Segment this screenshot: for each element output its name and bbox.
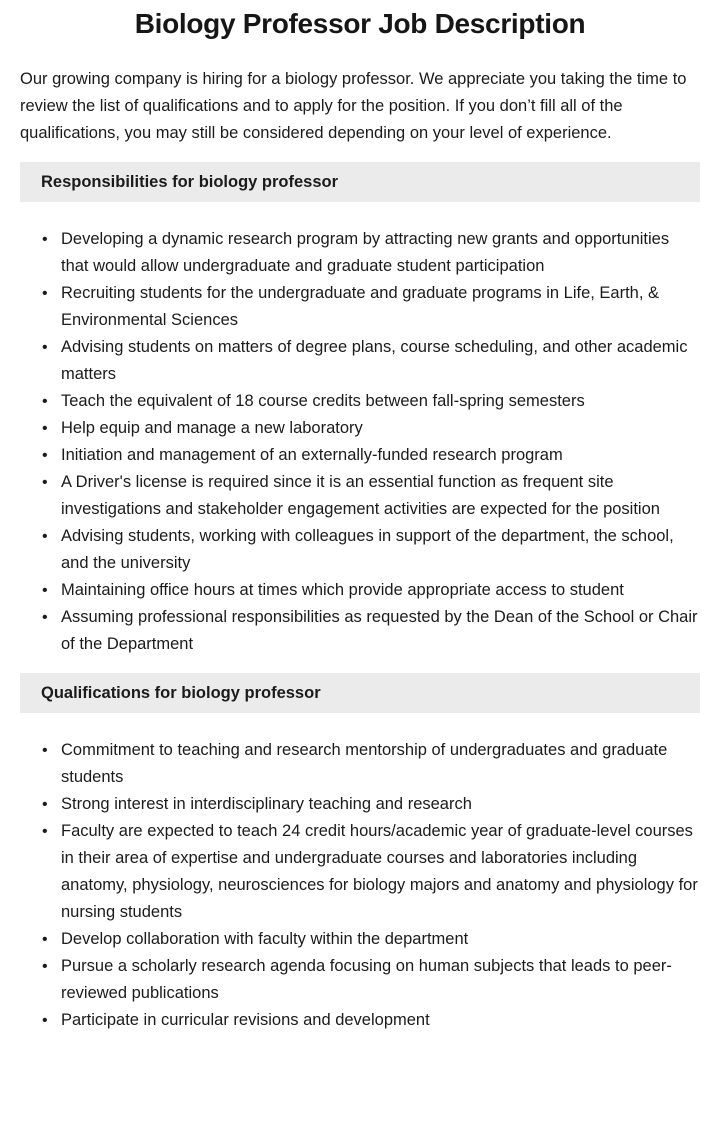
list-item: • Assuming professional responsibilities as requested by the Dean of the School or Chair of the Department [20, 604, 700, 658]
sections [20, 162, 700, 1034]
section [20, 162, 700, 658]
list-item: • Pursue a scholarly research agenda focusing on human subjects that leads to peer-reviewed publications [20, 953, 700, 1007]
list-item: • Developing a dynamic research program by attracting new grants and opportunities that would allow undergraduate and graduate student participation [20, 226, 700, 280]
list-item: • Teach the equivalent of 18 course credits between fall-spring semesters [20, 388, 700, 415]
section-heading: Qualifications for biology professor [20, 673, 700, 713]
section-heading: Responsibilities for biology professor [20, 162, 700, 202]
page-title: Biology Professor Job Description [134, 8, 586, 39]
list-item: • Help equip and manage a new laboratory [20, 415, 700, 442]
list-item: • Develop collaboration with faculty within the department [20, 926, 700, 953]
list-item: • Participate in curricular revisions and development [20, 1007, 700, 1034]
list-item: • Commitment to teaching and research mentorship of undergraduates and graduate students [20, 737, 700, 791]
bullet-list [20, 226, 700, 658]
list-item: • Initiation and management of an externally-funded research program [20, 442, 700, 469]
list-item: • A Driver's license is required since it is an essential function as frequent site investigations and stakeholder engagement activities are expected for the position [20, 469, 700, 523]
list-item: • Advising students on matters of degree plans, course scheduling, and other academic matters [20, 334, 700, 388]
list-item: • Faculty are expected to teach 24 credit hours/academic year of graduate-level courses in their area of expertise and undergraduate courses and laboratories including anatomy, physiology, neurosciences for biology majors and anatomy and physiology for nursing students [20, 818, 700, 926]
section [20, 673, 700, 1034]
list-item: • Advising students, working with colleagues in support of the department, the school, and the university [20, 523, 700, 577]
intro-paragraph: Our growing company is hiring for a biology professor. We appreciate you taking the time to review the list of qualifications and to apply for the position. If you don’t fill all of the qualifications, you may still be considered depending on your level of experience. [20, 70, 687, 142]
list-item: • Maintaining office hours at times which provide appropriate access to student [20, 577, 700, 604]
bullet-list [20, 737, 700, 1034]
list-item: • Strong interest in interdisciplinary teaching and research [20, 791, 700, 818]
list-item: • Recruiting students for the undergraduate and graduate programs in Life, Earth, & Environmental Sciences [20, 280, 700, 334]
